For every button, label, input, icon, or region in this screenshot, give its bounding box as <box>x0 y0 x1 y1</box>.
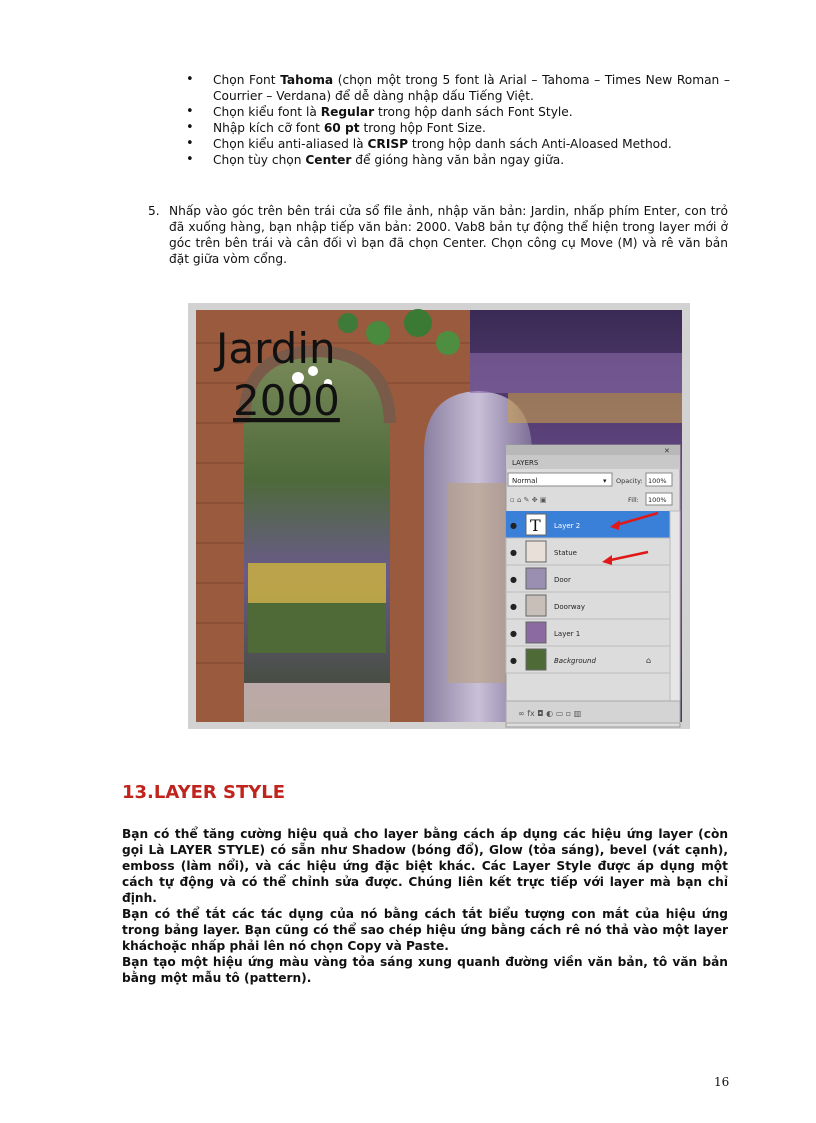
bullet-item: • Chọn Font Tahoma (chọn một trong 5 font là Arial – Tahoma – Times New Roman – Courrier – Verdana) để dễ dàng nhập dấu Tiếng Việt. <box>186 72 730 104</box>
eye-icon[interactable]: ● <box>510 629 517 638</box>
eye-icon[interactable]: ● <box>510 602 517 611</box>
eye-icon[interactable]: ● <box>510 656 517 665</box>
layers-tab[interactable]: LAYERS <box>512 459 539 467</box>
section-heading: 13.LAYER STYLE <box>122 782 286 803</box>
type-layer-icon: T <box>530 516 541 535</box>
layer-thumbnail <box>526 649 546 670</box>
layers-panel <box>506 445 680 727</box>
bullet-item: • Chọn kiểu font là Regular trong hộp danh sách Font Style. <box>186 104 730 120</box>
layer-thumbnail <box>526 595 546 616</box>
section-paragraph: Bạn có thể tăng cường hiệu quả cho layer bằng cách áp dụng các hiệu ứng layer (còn gọi Là LAYER STYLE) có sẵn như Shadow (bóng đổ), Glow (tỏa sáng), bevel (vát cạnh), emboss (làm nổi), và các hiệu ứng đặc biệt khác. Các Layer Style được áp dụng một cách tự động và có thể chỉnh sửa được. Chúng liên kết trực tiếp với layer mà bạn chỉ định. Bạn có thể tắt các tác dụng của nó bằng cách tắt biểu tượng con mắt của hiệu ứng trong bảng layer. Bạn cũng có thể sao chép hiệu ứng bằng cách rê nó thả vào một layer kháchoặc nhấp phải lên nó chọn Copy và Paste. Bạn tạo một hiệu ứng màu vàng tỏa sáng xung quanh đường viền văn bản, tô văn bản bằng một mẫu tô (pattern). <box>122 827 728 985</box>
overlay-text-2000: 2000 <box>233 376 340 425</box>
layer-name[interactable]: Statue <box>554 549 577 557</box>
bullet-item: • Nhập kích cỡ font 60 pt trong hộp Font Size. <box>186 120 730 136</box>
layer-name[interactable]: Layer 1 <box>554 630 581 638</box>
bullet-item: • Chọn kiểu anti-aliased là CRISP trong hộp danh sách Anti-Aloased Method. <box>186 136 730 152</box>
fill-label: Fill: <box>628 496 639 504</box>
panel-close-icon[interactable]: ✕ <box>664 447 670 455</box>
page-number: 16 <box>714 1075 730 1089</box>
panel-scrollbar[interactable] <box>670 511 680 701</box>
layer-name[interactable]: Doorway <box>554 603 585 611</box>
panel-footer-icons[interactable]: ∞ fx ◘ ◐ ▭ ▫ ▥ <box>518 709 582 718</box>
blend-mode-select[interactable]: Normal <box>512 477 538 485</box>
layer-name[interactable]: Layer 2 <box>554 522 581 530</box>
layer-thumbnail <box>526 622 546 643</box>
step-5 <box>148 203 728 267</box>
chevron-down-icon[interactable]: ▾ <box>603 477 607 485</box>
eye-icon[interactable]: ● <box>510 575 517 584</box>
layer-thumbnail <box>526 568 546 589</box>
step-number: 5. <box>148 204 160 218</box>
layer-name[interactable]: Door <box>554 576 571 584</box>
photoshop-screenshot <box>188 303 690 729</box>
bullet-list <box>186 72 730 168</box>
opacity-label: Opacity: <box>616 477 643 485</box>
opacity-value[interactable]: 100% <box>648 477 667 485</box>
layer-name[interactable]: Background <box>554 657 596 665</box>
lock-icon: ⌂ <box>646 656 652 665</box>
eye-icon[interactable]: ● <box>510 548 517 557</box>
lock-icons[interactable]: ▫ ⌂ ✎ ✥ ▣ <box>510 496 547 504</box>
bullet-item: • Chọn tùy chọn Center để gióng hàng văn bản ngay giữa. <box>186 152 730 168</box>
fill-value[interactable]: 100% <box>648 496 667 504</box>
layer-thumbnail <box>526 541 546 562</box>
eye-icon[interactable]: ● <box>510 521 517 530</box>
step-text: Nhấp vào góc trên bên trái cửa sổ file ảnh, nhập văn bản: Jardin, nhấp phím Enter, con trỏ đã xuống hàng, bạn nhập tiếp văn bản: 2000. Vab8 bản tự động thể hiện trong layer mới ở góc trên bên trái và cân đối vì bạn đã chọn Center. Chọn công cụ Move (M) và rê văn bản đặt giữa vòm cổng. <box>169 204 728 266</box>
overlay-text-jardin: Jardin <box>216 324 336 373</box>
